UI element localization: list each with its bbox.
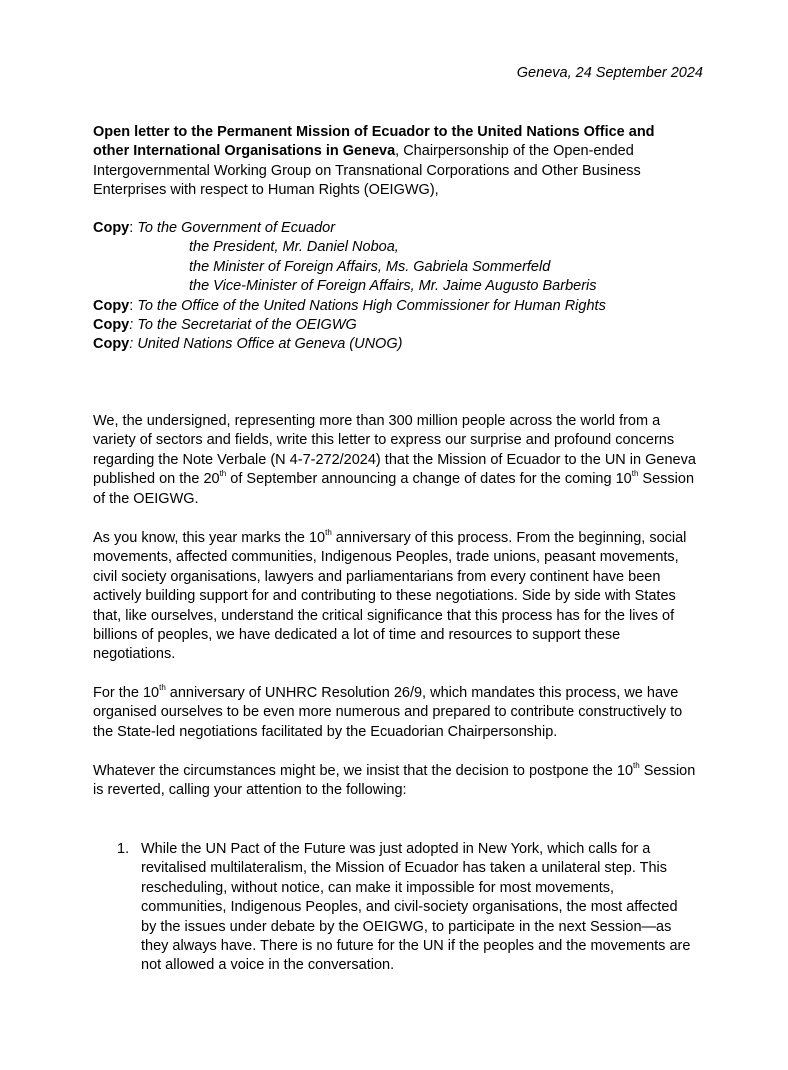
recipient-bold: Open letter to the Permanent Mission of Ecuador to the United Nations Office and other International Organisations in Geneva	[93, 124, 655, 160]
paragraph-2	[93, 529, 703, 665]
copy-secretariat: To the Secretariat of the OEIGWG	[137, 317, 357, 334]
list-item-number: 1.	[117, 841, 130, 857]
copy-unog: United Nations Office at Geneva (UNOG)	[137, 336, 403, 353]
copy-line-unog: Copy: United Nations Office at Geneva (UNOG)	[93, 336, 403, 353]
p3-text-a: For the 10	[93, 685, 160, 701]
copy-line-secretariat: Copy: To the Secretariat of the OEIGWG	[93, 317, 357, 334]
letter-heading	[93, 123, 693, 201]
p4-text-b: Session is reverted, calling your attention to the following:	[93, 763, 696, 799]
copy-label: Copy	[93, 220, 130, 236]
p1-sup-2: th	[631, 469, 639, 479]
copy-ohchr: To the Office of the United Nations High Commissioner for Human Rights	[137, 297, 606, 314]
copy-list	[93, 219, 703, 355]
p1-text-a: We, the undersigned, representing more than 300 million people across the world from a variety of sectors and fields, write this letter to express our surprise and profound concerns regarding the Note Verbale (N 4-7-272/2024) that the Mission of Ecuador to the UN in Geneva published on the 20	[93, 413, 696, 488]
p2-text-b: anniversary of this process. From the beginning, social movements, affected communities, Indigenous Peoples, trade unions, peasant movements, civil society organisations, lawyers and parliamentarians from every continent have been actively building support for and contributing to these negotiations. Side by side with States that, like ourselves, understand the critical significance that this process has for the lives of billions of peoples, we have dedicated a lot of time and resources to support these negotiations.	[93, 530, 687, 663]
p1-sup-1: th	[219, 469, 227, 479]
copy-label: Copy	[93, 317, 130, 334]
copy-line-ohchr: Copy: To the Office of the United Nations High Commissioner for Human Rights	[93, 297, 606, 314]
list-item-text: While the UN Pact of the Future was just adopted in New York, which calls for a revitalised multilateralism, the Mission of Ecuador has taken a unilateral step. This rescheduling, without notice, can make it impossible for most movements, communities, Indigenous Peoples, and civil-society organisations, the most affected by the issues under debate by the OEIGWG, to participate in the next Session—as they always have. There is no future for the UN if the peoples and the movements are not allowed a voice in the conversation.	[141, 841, 691, 974]
copy-president: the President, Mr. Daniel Noboa,	[189, 239, 399, 256]
p1-text-c: Session of the OEIGWG.	[93, 471, 695, 507]
p4-text-a: Whatever the circumstances might be, we insist that the decision to postpone the 10	[93, 763, 634, 779]
copy-government: To the Government of Ecuador	[137, 220, 336, 236]
numbered-list	[93, 840, 693, 976]
p3-sup: th	[159, 683, 166, 693]
list-item	[93, 840, 693, 976]
copy-label: Copy	[93, 336, 130, 353]
paragraph-3	[93, 684, 703, 742]
letter-date: Geneva, 24 September 2024	[516, 65, 703, 81]
p2-sup: th	[325, 528, 332, 538]
p1-text-b: of September announcing a change of dates for the coming 10	[226, 471, 632, 488]
paragraph-4	[93, 762, 703, 801]
p4-sup: th	[633, 761, 640, 771]
copy-vice-minister: the Vice-Minister of Foreign Affairs, Mr. Jaime Augusto Barberis	[189, 278, 597, 295]
p2-text-a: As you know, this year marks the 10	[93, 530, 326, 546]
copy-label: Copy	[93, 297, 130, 314]
copy-minister: the Minister of Foreign Affairs, Ms. Gabriela Sommerfeld	[189, 258, 551, 275]
paragraph-1	[93, 412, 703, 509]
p3-text-b: anniversary of UNHRC Resolution 26/9, which mandates this process, we have organised ourselves to be even more numerous and prepared to contribute constructively to the State-led negotiations facilitated by the Ecuadorian Chairpersonship.	[93, 685, 683, 740]
recipient-rest: , Chairpersonship of the Open-ended Intergovernmental Working Group on Transnational Corporations and Other Business Enterprises with respect to Human Rights (OEIGWG),	[93, 143, 641, 199]
copy-line-government: Copy: To the Government of Ecuador	[93, 220, 336, 236]
